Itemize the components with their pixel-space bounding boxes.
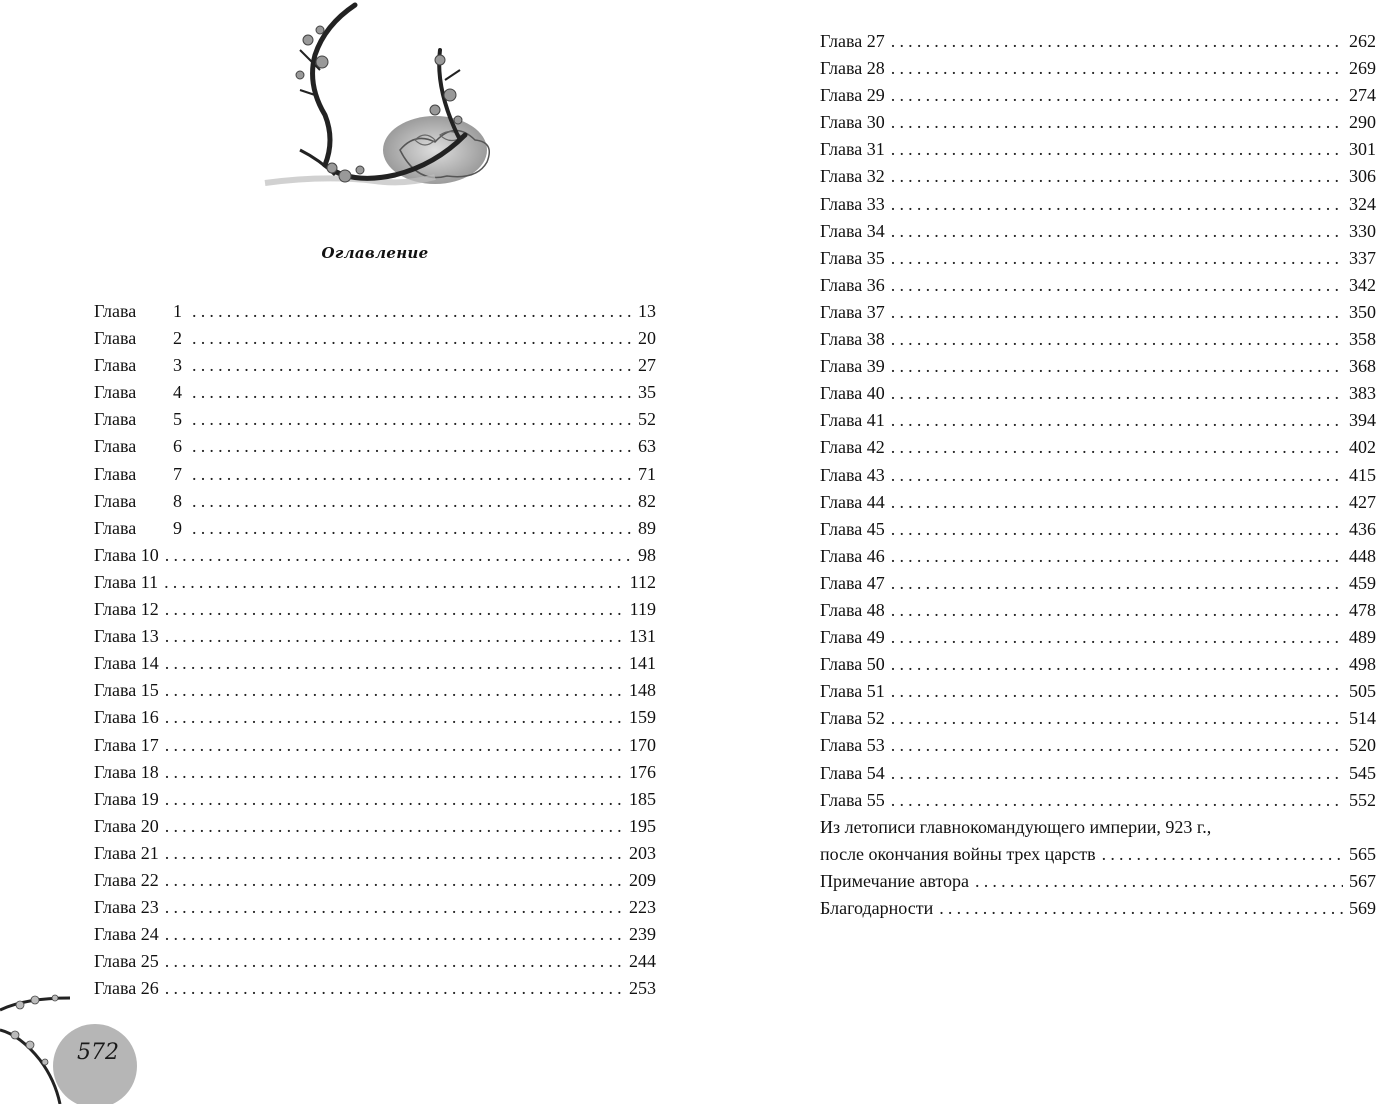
- toc-entry[interactable]: [94, 732, 656, 759]
- toc-entry-page: 306: [1349, 166, 1376, 187]
- toc-entry-label: Глава 41: [820, 410, 885, 431]
- toc-entry-label: Глава: [94, 436, 137, 457]
- toc-entry-label: Глава 45: [820, 518, 885, 539]
- toc-entry-label: Глава 40: [820, 383, 885, 404]
- toc-entry[interactable]: [94, 948, 656, 975]
- toc-entry-page: 402: [1349, 437, 1376, 458]
- toc-entry-label: Глава 27: [820, 31, 885, 51]
- dot-leader: [891, 163, 1343, 190]
- toc-entry[interactable]: [820, 462, 1376, 489]
- toc-entry-page: 209: [629, 869, 656, 890]
- toc-entry[interactable]: [94, 813, 656, 840]
- toc-entry[interactable]: [820, 353, 1376, 380]
- toc-entry[interactable]: [94, 677, 656, 704]
- toc-entry-label: Глава 42: [820, 437, 885, 458]
- toc-entry-label: Глава 36: [820, 274, 885, 295]
- toc-entry-label: Глава 39: [820, 356, 885, 377]
- toc-entry-label: Глава 46: [820, 545, 885, 566]
- toc-entry[interactable]: [94, 433, 656, 460]
- toc-entry[interactable]: [94, 975, 656, 1002]
- toc-entry[interactable]: [820, 380, 1376, 407]
- toc-entry-page: 394: [1349, 410, 1376, 431]
- dot-leader: [192, 352, 632, 379]
- dot-leader: [891, 597, 1343, 624]
- toc-entry-label: Глава 32: [820, 166, 885, 187]
- toc-entry-label: Глава: [94, 490, 137, 511]
- toc-entry-label: Глава 12: [94, 599, 159, 620]
- toc-entry[interactable]: [94, 542, 656, 569]
- toc-entry[interactable]: [820, 218, 1376, 245]
- toc-entry-label: Глава 51: [820, 681, 885, 702]
- toc-entry-page: 337: [1349, 247, 1376, 268]
- toc-entry-page: 505: [1349, 681, 1376, 702]
- dot-leader: [891, 543, 1343, 570]
- toc-entry-page: 119: [629, 599, 656, 620]
- toc-entry-label: Глава 49: [820, 627, 885, 648]
- toc-entry-page: 170: [629, 734, 656, 755]
- toc-entry[interactable]: [94, 840, 656, 867]
- dot-leader: [891, 353, 1343, 380]
- toc-entry-page: 514: [1349, 708, 1376, 729]
- toc-entry-page: 185: [629, 788, 656, 809]
- dot-leader: [165, 732, 623, 759]
- toc-entry[interactable]: [94, 786, 656, 813]
- toc-entry[interactable]: [820, 82, 1376, 109]
- toc-entry-label: Глава 43: [820, 464, 885, 485]
- toc-entry-label: Глава 53: [820, 735, 885, 756]
- dot-leader: [165, 813, 623, 840]
- dot-leader: [891, 462, 1343, 489]
- toc-entry-page: 131: [629, 626, 656, 647]
- toc-entry[interactable]: [820, 489, 1376, 516]
- dot-leader: [891, 760, 1343, 787]
- toc-entry[interactable]: [94, 759, 656, 786]
- toc-entry-label: Глава 44: [820, 491, 885, 512]
- toc-entry-page: 112: [629, 571, 656, 592]
- toc-epilogue-line1[interactable]: Из летописи главнокомандующего империи, 923 г.,: [820, 816, 1212, 837]
- dot-leader: [164, 569, 624, 596]
- dot-leader: [192, 461, 632, 488]
- toc-entry[interactable]: [820, 732, 1376, 759]
- toc-entry[interactable]: [820, 705, 1376, 732]
- toc-entry-page: 552: [1349, 789, 1376, 810]
- toc-entry-page: 141: [629, 653, 656, 674]
- toc-entry[interactable]: [820, 109, 1376, 136]
- toc-entry-label: Глава 31: [820, 139, 885, 160]
- toc-entry[interactable]: [94, 623, 656, 650]
- dot-leader: [192, 298, 632, 325]
- toc-entry[interactable]: [820, 434, 1376, 461]
- toc-entry-label: Глава 37: [820, 301, 885, 322]
- toc-entry[interactable]: [94, 352, 656, 379]
- dot-leader: [192, 379, 632, 406]
- toc-entry-page: 239: [629, 924, 656, 945]
- toc-entry-number: 9: [173, 517, 182, 538]
- toc-entry-number: 3: [173, 355, 182, 376]
- dot-leader: [891, 651, 1343, 678]
- toc-entry-label: Глава 15: [94, 680, 159, 701]
- toc-entry[interactable]: [820, 624, 1376, 651]
- toc-entry-page: 71: [638, 463, 656, 484]
- toc-entry[interactable]: [94, 488, 656, 515]
- toc-entry-label: Глава 20: [94, 815, 159, 836]
- toc-entry-page: 350: [1349, 301, 1376, 322]
- toc-entry-page: 565: [1349, 843, 1376, 864]
- dot-leader: [192, 433, 632, 460]
- right-page: [692, 0, 1384, 1104]
- toc-entry[interactable]: [94, 704, 656, 731]
- dot-leader: [165, 623, 623, 650]
- toc-list-left: [94, 298, 656, 1002]
- dot-leader: [891, 55, 1343, 82]
- toc-entry-label: Глава: [94, 463, 137, 484]
- toc-entry-page: 383: [1349, 383, 1376, 404]
- toc-entry-label: Глава 13: [94, 626, 159, 647]
- toc-entry-page: 98: [638, 544, 656, 565]
- toc-entry-page: 159: [629, 707, 656, 728]
- toc-entry-label: Глава 28: [820, 58, 885, 79]
- toc-entry[interactable]: [820, 163, 1376, 190]
- toc-entry-page: 545: [1349, 762, 1376, 783]
- toc-entry-page: 358: [1349, 329, 1376, 350]
- dot-leader: [192, 515, 632, 542]
- toc-entry-label: Глава 38: [820, 329, 885, 350]
- dot-leader: [891, 82, 1343, 109]
- dot-leader: [165, 921, 623, 948]
- toc-list-right: [820, 28, 1376, 922]
- toc-entry-page: 63: [638, 436, 656, 457]
- toc-entry[interactable]: [820, 407, 1376, 434]
- toc-entry[interactable]: [94, 298, 656, 325]
- toc-entry-page: 176: [629, 761, 656, 782]
- dot-leader: [891, 787, 1343, 814]
- toc-entry[interactable]: [94, 461, 656, 488]
- toc-entry-label: Глава 52: [820, 708, 885, 729]
- dot-leader: [1102, 841, 1343, 868]
- dot-leader: [165, 840, 623, 867]
- toc-entry-page: 301: [1349, 139, 1376, 160]
- toc-entry-page: 13: [638, 301, 656, 321]
- dot-leader: [891, 407, 1343, 434]
- toc-entry-label: Глава 34: [820, 220, 885, 241]
- dot-leader: [192, 325, 632, 352]
- dot-leader: [891, 272, 1343, 299]
- dot-leader: [891, 109, 1343, 136]
- dot-leader: [165, 948, 623, 975]
- dot-leader: [891, 434, 1343, 461]
- toc-entry[interactable]: [820, 28, 1376, 55]
- toc-entry-number: 8: [173, 490, 182, 511]
- toc-entry-page: 244: [629, 951, 656, 972]
- toc-entry[interactable]: [820, 245, 1376, 272]
- toc-entry-number: 6: [173, 436, 182, 457]
- dot-leader: [891, 218, 1343, 245]
- dot-leader: [165, 759, 623, 786]
- toc-entry[interactable]: [820, 570, 1376, 597]
- toc-entry[interactable]: [94, 379, 656, 406]
- toc-entry-page: 253: [629, 978, 656, 999]
- plum-blossom-branch-illustration: [260, 0, 500, 200]
- toc-entry[interactable]: [820, 272, 1376, 299]
- toc-entry[interactable]: [94, 596, 656, 623]
- dot-leader: [891, 705, 1343, 732]
- toc-entry-label: Глава 24: [94, 924, 159, 945]
- dot-leader: [165, 650, 623, 677]
- toc-entry-label: Глава 26: [94, 978, 159, 999]
- toc-entry[interactable]: [94, 569, 656, 596]
- dot-leader: [891, 489, 1343, 516]
- toc-entry-page: 569: [1349, 898, 1376, 918]
- toc-entry-page: 330: [1349, 220, 1376, 241]
- toc-entry[interactable]: [820, 787, 1376, 814]
- toc-entry-page: 262: [1349, 31, 1376, 51]
- toc-entry-page: 148: [629, 680, 656, 701]
- dot-leader: [891, 570, 1343, 597]
- dot-leader: [165, 704, 623, 731]
- toc-entry-page: 223: [629, 897, 656, 918]
- dot-leader: [165, 677, 623, 704]
- toc-entry-label: после окончания войны трех царств: [820, 843, 1096, 864]
- toc-entry-label: Глава: [94, 328, 137, 349]
- dot-leader: [891, 28, 1343, 55]
- toc-entry-page: 567: [1349, 870, 1376, 891]
- toc-entry[interactable]: [820, 191, 1376, 218]
- toc-entry-page: 459: [1349, 572, 1376, 593]
- toc-entry-label: Глава 48: [820, 599, 885, 620]
- toc-entry-page: 368: [1349, 356, 1376, 377]
- dot-leader: [891, 624, 1343, 651]
- toc-entry-page: 52: [638, 409, 656, 430]
- toc-entry[interactable]: [94, 406, 656, 433]
- dot-leader: [165, 596, 624, 623]
- dot-leader: [165, 786, 623, 813]
- toc-epilogue-line2[interactable]: [820, 841, 1376, 868]
- toc-entry-label: Глава 30: [820, 112, 885, 133]
- toc-entry-page: 35: [638, 382, 656, 403]
- toc-entry[interactable]: [94, 894, 656, 921]
- toc-entry-label: Глава 55: [820, 789, 885, 810]
- toc-entry-label: Глава 23: [94, 897, 159, 918]
- toc-entry-label: Глава 22: [94, 869, 159, 890]
- toc-entry-label: Глава 21: [94, 842, 159, 863]
- dot-leader: [891, 245, 1343, 272]
- toc-entry-page: 89: [638, 517, 656, 538]
- toc-entry-page: 269: [1349, 58, 1376, 79]
- toc-entry-label: Глава 50: [820, 654, 885, 675]
- toc-entry[interactable]: [820, 543, 1376, 570]
- dot-leader: [891, 299, 1343, 326]
- dot-leader: [165, 975, 623, 1002]
- toc-entry[interactable]: [820, 868, 1376, 895]
- toc-entry[interactable]: [94, 867, 656, 894]
- toc-entry-number: 5: [173, 409, 182, 430]
- toc-entry-label: Глава 16: [94, 707, 159, 728]
- dot-leader: [192, 488, 632, 515]
- toc-entry[interactable]: [94, 921, 656, 948]
- toc-entry-page: 448: [1349, 545, 1376, 566]
- toc-entry-page: 520: [1349, 735, 1376, 756]
- toc-entry-label: Глава 19: [94, 788, 159, 809]
- toc-entry-number: 1: [173, 301, 182, 321]
- toc-entry[interactable]: [820, 516, 1376, 543]
- toc-entry[interactable]: [820, 651, 1376, 678]
- toc-entry[interactable]: [94, 515, 656, 542]
- toc-entry-label: Глава 17: [94, 734, 159, 755]
- toc-entry-page: 274: [1349, 85, 1376, 106]
- toc-entry-label: Глава 18: [94, 761, 159, 782]
- toc-entry-page: 203: [629, 842, 656, 863]
- toc-entry[interactable]: [820, 678, 1376, 705]
- dot-leader: [891, 516, 1343, 543]
- toc-entry-label: Глава 33: [820, 193, 885, 214]
- toc-entry-label: Глава: [94, 301, 137, 321]
- toc-entry[interactable]: [94, 650, 656, 677]
- toc-entry-label: Благодарности: [820, 898, 934, 918]
- dot-leader: [891, 136, 1343, 163]
- toc-entry-label: Глава 47: [820, 572, 885, 593]
- dot-leader: [165, 894, 623, 921]
- toc-entry-page: 415: [1349, 464, 1376, 485]
- dot-leader: [939, 895, 1343, 922]
- toc-entry-page: 436: [1349, 518, 1376, 539]
- dot-leader: [975, 868, 1343, 895]
- toc-entry-page: 20: [638, 328, 656, 349]
- toc-entry-label: Глава 10: [94, 544, 159, 565]
- toc-entry-label: Глава 35: [820, 247, 885, 268]
- dot-leader: [891, 191, 1343, 218]
- toc-entry-page: 27: [638, 355, 656, 376]
- toc-title: Оглавление: [321, 244, 429, 262]
- toc-entry[interactable]: [820, 895, 1376, 922]
- dot-leader: [165, 542, 632, 569]
- dot-leader: [891, 326, 1343, 353]
- toc-entry-page: 342: [1349, 274, 1376, 295]
- toc-entry[interactable]: [820, 299, 1376, 326]
- toc-entry[interactable]: [820, 326, 1376, 353]
- toc-entry[interactable]: [94, 325, 656, 352]
- toc-entry[interactable]: [820, 597, 1376, 624]
- toc-entry-label: Глава 11: [94, 571, 159, 592]
- toc-entry-label: Глава 25: [94, 951, 159, 972]
- dot-leader: [192, 406, 632, 433]
- toc-entry-label: Глава: [94, 355, 137, 376]
- toc-entry-label: Глава 54: [820, 762, 885, 783]
- toc-entry-number: 4: [173, 382, 182, 403]
- toc-entry[interactable]: [820, 55, 1376, 82]
- page-number: 572: [77, 1040, 119, 1065]
- dot-leader: [891, 732, 1343, 759]
- toc-entry-label: Глава: [94, 517, 137, 538]
- toc-entry-number: 7: [173, 463, 182, 484]
- toc-entry-label: Примечание автора: [820, 870, 970, 891]
- dot-leader: [891, 678, 1343, 705]
- toc-entry[interactable]: [820, 760, 1376, 787]
- toc-entry[interactable]: [820, 136, 1376, 163]
- toc-entry-page: 324: [1349, 193, 1376, 214]
- toc-entry-label: Глава 29: [820, 85, 885, 106]
- toc-entry-page: 498: [1349, 654, 1376, 675]
- toc-entry-page: 82: [638, 490, 656, 511]
- toc-entry-number: 2: [173, 328, 182, 349]
- toc-entry-page: 489: [1349, 627, 1376, 648]
- toc-entry-page: 195: [629, 815, 656, 836]
- toc-entry-label: Глава: [94, 409, 137, 430]
- toc-entry-label: Глава 14: [94, 653, 159, 674]
- toc-entry-label: Глава: [94, 382, 137, 403]
- dot-leader: [165, 867, 623, 894]
- toc-entry-page: 427: [1349, 491, 1376, 512]
- dot-leader: [891, 380, 1343, 407]
- toc-entry-page: 478: [1349, 599, 1376, 620]
- toc-entry-page: 290: [1349, 112, 1376, 133]
